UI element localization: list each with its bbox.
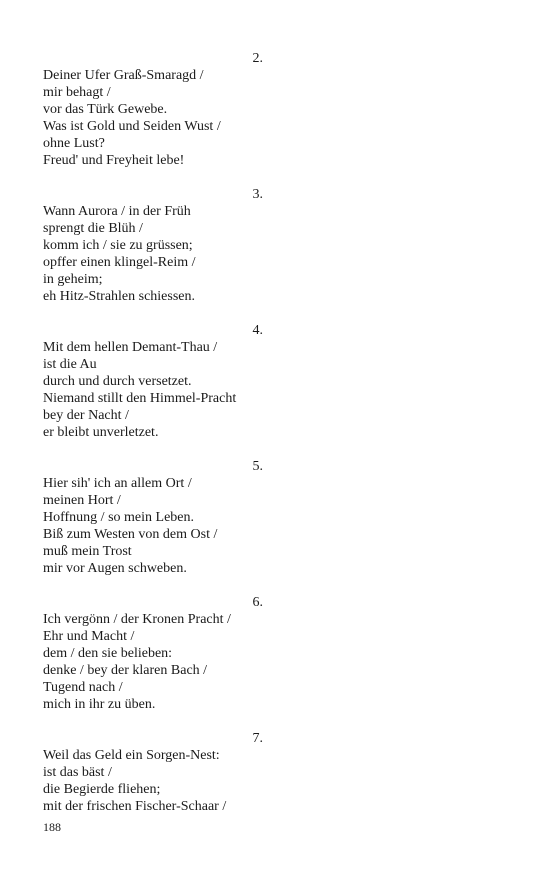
stanza-number: 3. (252, 187, 263, 202)
verse-line: Ehr und Macht / (43, 629, 135, 644)
verse-line: Weil das Geld ein Sorgen-Nest: (43, 748, 220, 763)
stanza-number: 6. (252, 595, 263, 610)
verse-line: denke / bey der klaren Bach / (43, 663, 208, 678)
verse-line: eh Hitz-Strahlen schiessen. (43, 289, 196, 304)
verse-line: Was ist Gold und Seiden Wust / (43, 119, 221, 134)
verse-line: er bleibt unverletzet. (43, 425, 159, 440)
stanza-5 (43, 458, 263, 577)
verse-line: komm ich / sie zu grüssen; (43, 238, 193, 253)
verse-line: Niemand stillt den Himmel-Pracht (43, 391, 237, 406)
verse-line: dem / den sie belieben: (43, 646, 173, 661)
verse-line: Deiner Ufer Graß-Smaragd / (43, 68, 204, 83)
verse-line: sprengt die Blüh / (43, 221, 143, 236)
verse-line: mir vor Augen schweben. (43, 561, 187, 576)
verse-line: meinen Hort / (43, 493, 121, 508)
verse-line: Ich vergönn / der Kronen Pracht / (43, 612, 231, 627)
verse-line: Biß zum Westen von dem Ost / (43, 527, 218, 542)
verse-line: in geheim; (43, 272, 103, 287)
stanza-number: 5. (252, 459, 263, 474)
stanza-6 (43, 594, 263, 713)
verse-line: Hoffnung / so mein Leben. (43, 510, 194, 525)
page-number: 188 (43, 820, 61, 834)
verse-line: bey der Nacht / (43, 408, 129, 423)
stanza-number: 2. (252, 51, 263, 66)
verse-line: Freud' und Freyheit lebe! (43, 153, 185, 168)
verse-line: muß mein Trost (43, 544, 132, 559)
verse-line: ist die Au (43, 357, 97, 372)
verse-line: mit der frischen Fischer-Schaar / (43, 799, 227, 814)
verse-line: mir behagt / (43, 85, 111, 100)
poem-page (43, 50, 263, 832)
verse-line: die Begierde fliehen; (43, 782, 161, 797)
verse-line: Wann Aurora / in der Früh (43, 204, 191, 219)
verse-line: Hier sih' ich an allem Ort / (43, 476, 192, 491)
verse-line: ohne Lust? (43, 136, 105, 151)
stanza-number: 7. (252, 731, 263, 746)
verse-line: vor das Türk Gewebe. (43, 102, 168, 117)
stanza-number: 4. (252, 323, 263, 338)
stanza-2 (43, 50, 263, 169)
verse-line: mich in ihr zu üben. (43, 697, 156, 712)
verse-line: Mit dem hellen Demant-Thau / (43, 340, 218, 355)
stanza-4 (43, 322, 263, 441)
stanza-3 (43, 186, 263, 305)
verse-line: durch und durch versetzet. (43, 374, 192, 389)
stanza-7 (43, 730, 263, 815)
verse-line: Tugend nach / (43, 680, 123, 695)
verse-line: opffer einen klingel-Reim / (43, 255, 196, 270)
verse-line: ist das bäst / (43, 765, 112, 780)
